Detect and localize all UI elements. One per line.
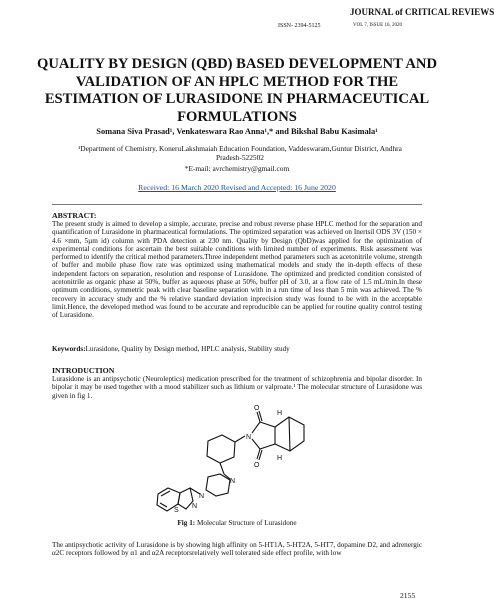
atom-n-piperazine-top: N — [230, 478, 236, 485]
imide-bond-top — [260, 422, 275, 427]
cyclohexyl-methylene-bond — [220, 463, 224, 474]
volume-issue: VOL 7, ISSUE 16, 2020 — [353, 23, 402, 28]
piperazine-ring — [206, 474, 230, 496]
atom-h-bottom: H — [277, 455, 283, 462]
authors: Somana Siva Prasad¹, Venkateswara Rao Anna¹,* and Bikshal Babu Kasimala¹ — [96, 127, 378, 136]
atom-n-ring: N — [192, 503, 198, 510]
bicycle-bridge-bond — [289, 417, 290, 451]
abstract-text: The present study is aimed to develop a simple, accurate, precise and robust reverse phase HPLC method for the separation and quantification of Lurasidone in pharmaceutical formulations. The optimized separation was achieved on Inertsil ODS 3V (150 × 4.6 ×mm, 5µm id) column with PDA detection at 230 nm. Quality by Design (QbD)was applied for the optimization of experimental conditions for ascertain the best suitable conditions with limited number of experiments. Risk assessment was performed to identify the critical method parameters.Three independent method parameters such as acetonitrile volume, strength of buffer and mobile phase flow rate was optimized using mathematical models and study the in-depth effects of these independent factors on separation, resolution and response of Lurasidone. The optimized and predicted condition consisted of acetonitrile as organic phase at 50%, buffer as aqueous phase at 50%, buffer pH of 3.0, at a flow rate of 1.5 mL/min.In these optimum conditions, symmetric peak with clear baseline separation with in a run time of less than 5 min was achieved. The % recovery in accuracy study and the % relative standard deviation inprecision study was found to be with in the acceptable limit.Hence, the developed method was found to be accurate and reproducible can be applied for routine quality control testing of Lurasidone. — [52, 220, 422, 320]
introduction-heading: INTRODUCTION — [52, 366, 115, 375]
atom-o-top: O — [254, 405, 260, 412]
figure-caption — [30, 519, 444, 527]
isothiazole-ring — [178, 488, 193, 509]
atom-h-top: H — [277, 410, 283, 417]
bicyclic-imide-group — [252, 411, 304, 460]
atom-s: S — [174, 507, 179, 514]
figure-label: Fig 1: — [177, 519, 196, 527]
introduction-text-continued: The antipsychotic activity of Lurasidone is by showing high affinity on 5-HT1A, 5-HT2A, 5-HT7, dopamine D2, and adrenergic α2C receptors followed by α1 and α2A receptorsrelatively well tolerated side effect profile, with low — [52, 541, 423, 558]
corresponding-email: *E-mail: avrchemistry@gmail.com — [184, 164, 290, 173]
atom-o-bottom: O — [254, 462, 260, 469]
issn: ISSN- 2394-5125 — [278, 23, 321, 29]
lurasidone-structure — [150, 404, 330, 514]
article-title: QUALITY BY DESIGN (QBD) BASED DEVELOPMENT AND VALIDATION OF AN HPLC METHOD FOR THE ESTIMATION OF LURASIDONE IN PHARMACEUTICAL FORMULATIONS — [36, 56, 438, 125]
abstract-heading: ABSTRACT: — [52, 211, 97, 220]
affiliation: ¹Department of Chemistry, KoneruLakshmaiah Education Foundation, Vaddeswaram,Guntur District, Andhra Pradesh-522502 — [78, 144, 402, 162]
imide-bond-n-top — [252, 422, 260, 433]
atom-n-imide: N — [246, 434, 252, 441]
section-divider — [52, 204, 422, 205]
cyclohexane-ring — [207, 435, 235, 463]
keywords-label: Keywords: — [52, 345, 86, 353]
atom-n-piperazine-bottom: N — [199, 493, 205, 500]
linker-bond — [235, 436, 245, 442]
page-number: 2155 — [400, 591, 416, 600]
imide-bond-n-bottom — [252, 439, 260, 449]
introduction-text: Lurasidone is an antipsychotic (Neuroleptics) medication prescribed for the treatment of schizophrenia and bipolar disorder. In bipolar it may be used together with a mood stabilizer such as lithium or valproate.¹ The molecular structure of Lurasidone was given in fig 1. — [52, 375, 422, 400]
figure-caption-text: Molecular Structure of Lurasidone — [196, 519, 297, 527]
benzene-double-bond-2 — [160, 503, 167, 507]
journal-name: JOURNAL of CRITICAL REVIEWS — [350, 7, 494, 17]
imide-bond-bottom — [260, 444, 275, 449]
keywords — [52, 345, 422, 353]
received-accepted-dates[interactable]: Received: 16 March 2020 Revised and Accepted: 16 June 2020 — [138, 183, 336, 192]
keywords-text: Lurasidone, Quality by Design method, HPLC analysis, Stability study — [85, 345, 290, 353]
